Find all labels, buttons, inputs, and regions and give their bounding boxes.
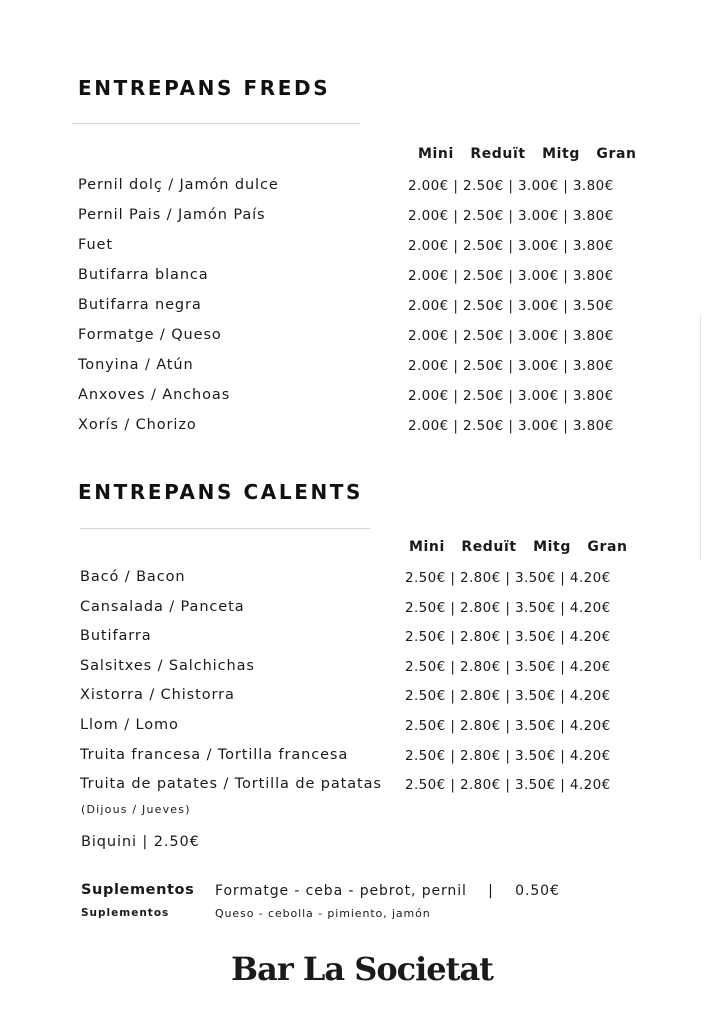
item-name: Butifarra negra (78, 297, 202, 313)
item-prices: 2.00€ | 2.50€ | 3.00€ | 3.80€ (408, 328, 614, 344)
vertical-divider (700, 315, 701, 560)
item-prices: 2.50€ | 2.80€ | 3.50€ | 4.20€ (405, 777, 611, 794)
item-name: Fuet (78, 237, 113, 253)
item-prices: 2.50€ | 2.80€ | 3.50€ | 4.20€ (405, 629, 611, 646)
item-name: Xistorra / Chistorra (80, 687, 235, 704)
size-columns-header: Mini Reduït Mitg Gran (409, 539, 628, 555)
item-name: Truita francesa / Tortilla francesa (80, 746, 349, 763)
section-title-calents: ENTREPANS CALENTS (78, 480, 364, 504)
suplementos-items-ca: Formatge - ceba - pebrot, pernil | 0.50€ (215, 883, 560, 899)
divider (80, 528, 370, 529)
item-name: Xorís / Chorizo (78, 417, 197, 433)
item-name: Pernil dolç / Jamón dulce (78, 177, 279, 193)
item-name: Tonyina / Atún (78, 357, 194, 373)
item-prices: 2.00€ | 2.50€ | 3.00€ | 3.50€ (408, 298, 614, 314)
item-name: Butifarra blanca (78, 267, 209, 283)
item-name: Anxoves / Anchoas (78, 387, 231, 403)
item-prices: 2.00€ | 2.50€ | 3.00€ | 3.80€ (408, 358, 614, 374)
item-prices: 2.00€ | 2.50€ | 3.00€ | 3.80€ (408, 268, 614, 284)
item-prices: 2.50€ | 2.80€ | 3.50€ | 4.20€ (405, 658, 611, 675)
item-name: Truita de patates / Tortilla de patatas (80, 776, 382, 793)
item-name: Cansalada / Panceta (80, 598, 245, 615)
item-prices: 2.50€ | 2.80€ | 3.50€ | 4.20€ (405, 688, 611, 705)
item-name: Butifarra (80, 628, 152, 645)
item-prices: 2.50€ | 2.80€ | 3.50€ | 4.20€ (405, 747, 611, 764)
suplementos-items-es: Queso - cebolla - pimiento, jamón (215, 907, 431, 920)
item-prices: 2.00€ | 2.50€ | 3.00€ | 3.80€ (408, 208, 614, 224)
item-name: Bacó / Bacon (80, 569, 186, 585)
section-title-freds: ENTREPANS FREDS (78, 76, 331, 100)
item-name: Salsitxes / Salchichas (80, 657, 255, 674)
suplementos-label-small: Suplementos (81, 907, 170, 919)
divider (72, 123, 360, 124)
item-prices: 2.50€ | 2.80€ | 3.50€ | 4.20€ (405, 718, 611, 734)
item-prices: 2.00€ | 2.50€ | 3.00€ | 3.80€ (408, 418, 614, 434)
item-prices: 2.00€ | 2.50€ | 3.00€ | 3.80€ (408, 238, 614, 254)
item-prices: 2.50€ | 2.80€ | 3.50€ | 4.20€ (405, 570, 611, 586)
item-prices: 2.00€ | 2.50€ | 3.00€ | 3.80€ (408, 388, 614, 404)
item-name: Formatge / Queso (78, 327, 222, 343)
item-prices: 2.50€ | 2.80€ | 3.50€ | 4.20€ (405, 599, 611, 616)
biquini-item: Biquini | 2.50€ (81, 834, 200, 850)
item-prices: 2.00€ | 2.50€ | 3.00€ | 3.80€ (408, 178, 614, 194)
note: (Dijous / Jueves) (81, 803, 191, 816)
bar-name-logo: Bar La Societat (231, 950, 493, 988)
size-columns-header: Mini Reduït Mitg Gran (418, 146, 637, 162)
item-name: Llom / Lomo (80, 717, 179, 733)
item-name: Pernil Pais / Jamón País (78, 207, 266, 223)
suplementos-label: Suplementos (81, 882, 195, 898)
